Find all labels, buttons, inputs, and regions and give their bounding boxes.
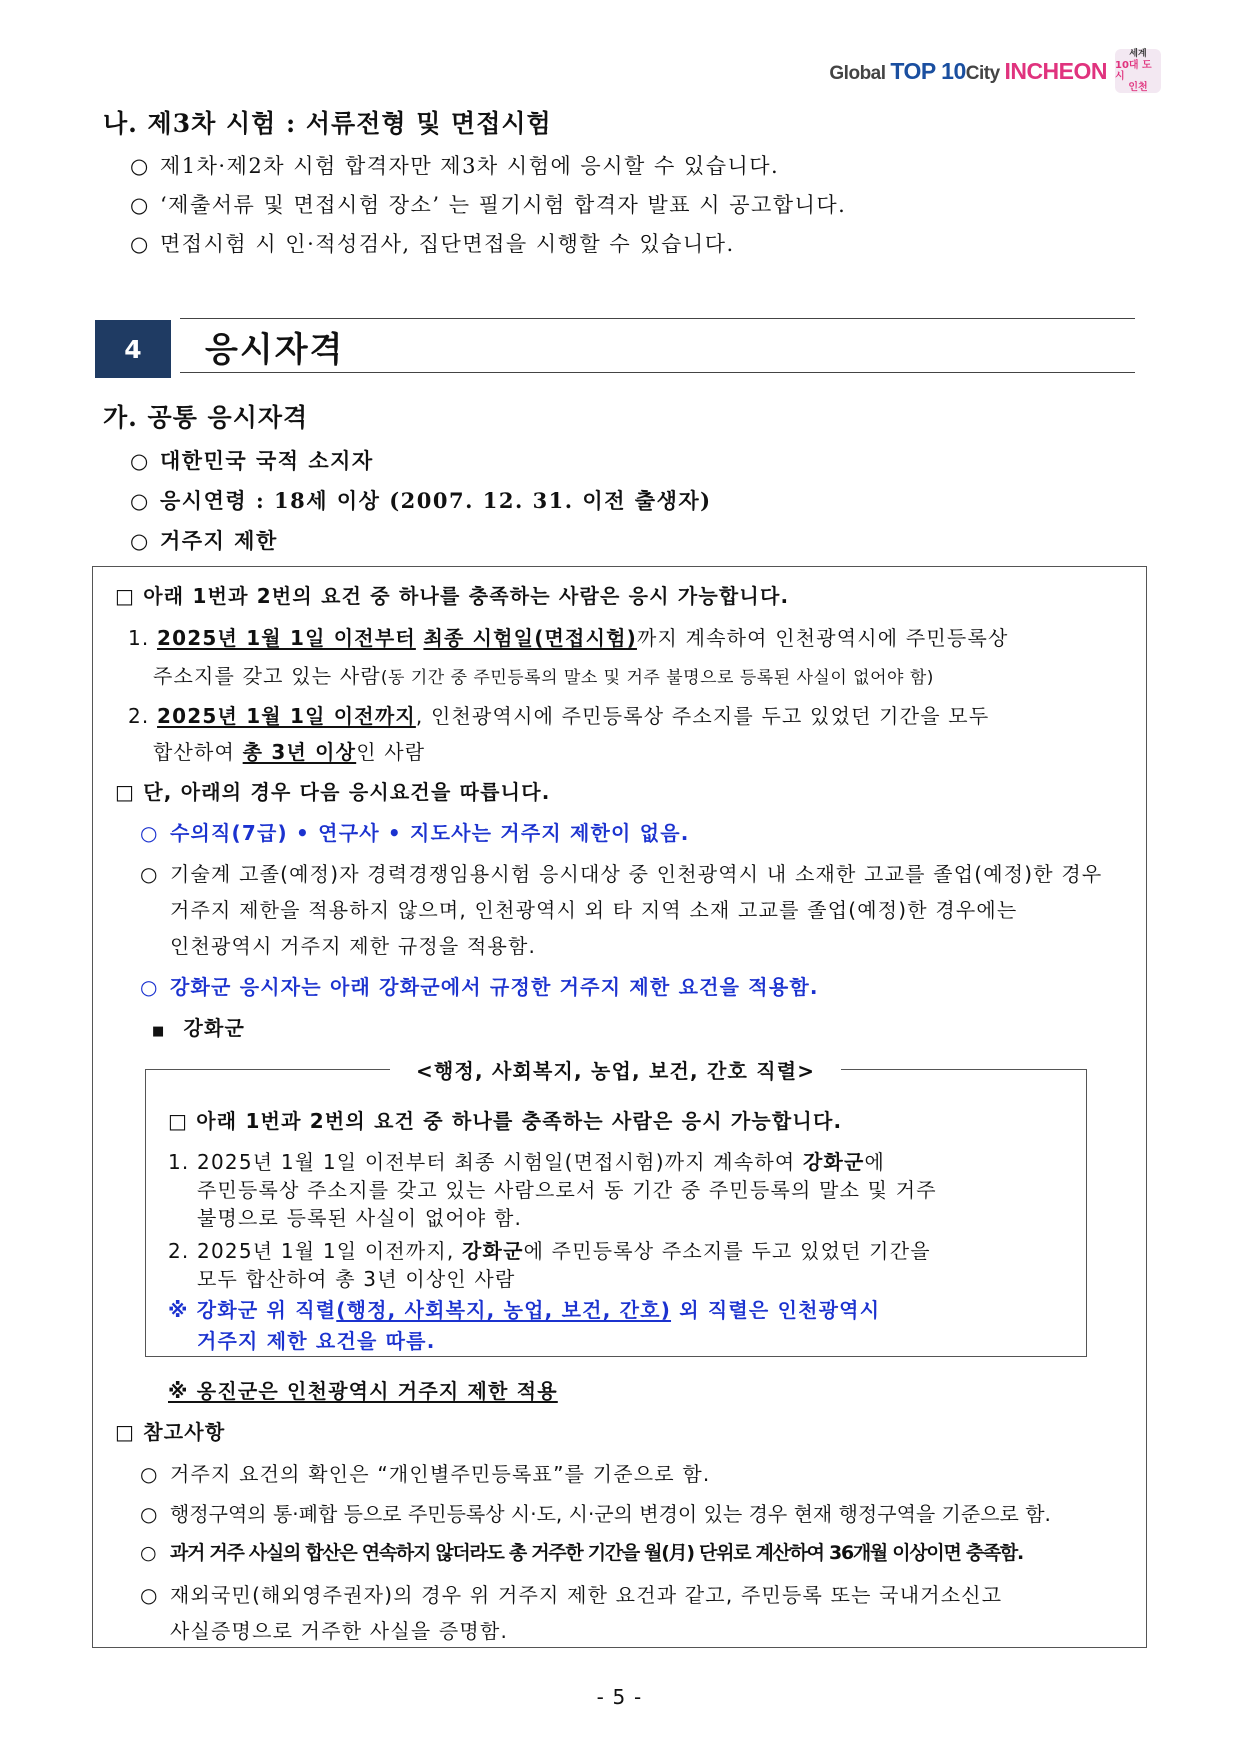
inner-note-line2: 거주지 제한 요건을 따름. (197, 1329, 436, 1353)
na-item-3-text: 면접시험 시 인·적성검사, 집단면접을 시행할 수 있습니다. (160, 232, 735, 256)
inner-item2-ganghwa: 강화군 (462, 1239, 524, 1263)
logo-global: Global (829, 62, 886, 84)
ga-item-3-text: 거주지 제한 (160, 528, 278, 553)
inner-item1-line2: 주민등록상 주소지를 갖고 있는 사람으로서 동 기간 중 주민등록의 말소 및 거주 (197, 1178, 937, 1202)
circle-bullet-icon: ○ (140, 1542, 156, 1564)
ref-item-3-text: 과거 거주 사실의 합산은 연속하지 않더라도 총 거주한 기간을 월(月) 단위로 계산하여 36개월 이상이면 충족함. (170, 1542, 1023, 1564)
inner-item2-c: 에 주민등록상 주소지를 두고 있었던 기간을 (523, 1239, 931, 1263)
section-number: 4 (95, 320, 171, 378)
inner-item1-line1 (168, 1146, 885, 1175)
rule1-item2-num: 2. (128, 704, 150, 728)
circle-bullet-icon: ○ (140, 1583, 159, 1607)
inner-item1-line3: 불명으로 등록된 사실이 없어야 함. (197, 1206, 523, 1230)
reference-title: □ 참고사항 (115, 1420, 226, 1444)
logo-top10: TOP 10 (890, 57, 966, 84)
inner-note-a: ※ 강화군 위 직렬 (168, 1298, 337, 1322)
ganghwa-label (152, 1012, 245, 1041)
logo-badge-line2: 10대 도시 (1115, 60, 1152, 82)
na-item-1-text: 제1차·제2차 시험 합격자만 제3차 시험에 응시할 수 있습니다. (160, 154, 780, 178)
circle-bullet-icon: ○ (130, 193, 150, 217)
subsection-heading-na: 나. 제3차 시험 : 서류전형 및 면접시험 (103, 109, 552, 138)
logo-badge-line3: 인천 (1128, 82, 1148, 93)
inner-item2-a: 2. 2025년 1월 1일 이전까지, (168, 1239, 455, 1263)
rule1-item1-num: 1. (128, 626, 150, 650)
logo-badge-line1: 세계 (1129, 49, 1147, 59)
na-item-2 (130, 189, 846, 219)
rule1-item2-line2 (153, 736, 425, 765)
rule1-item2-line1 (128, 700, 989, 729)
rule1-item1-line1 (128, 622, 1008, 651)
ref-item-2-text: 행정구역의 통·폐합 등으로 주민등록상 시·도, 시·군의 변경이 있는 경우 현재 행정구역을 기준으로 함. (170, 1502, 1051, 1526)
ref-item-1 (140, 1458, 710, 1487)
inner-box-title: <행정, 사회복지, 농업, 보건, 간호 직렬> (390, 1055, 841, 1084)
inner-item1-a: 1. 2025년 1월 1일 이전부터 최종 시험일(면접시험)까지 계속하여 (168, 1150, 796, 1174)
ga-item-1 (130, 445, 374, 475)
inner-note-jobs: (행정, 사회복지, 농업, 보건, 간호) (336, 1298, 672, 1322)
logo-text (829, 58, 1107, 85)
square-bullet-icon: ■ (152, 1024, 166, 1039)
ga-item-2-text: 응시연령 : 18세 이상 (2007. 12. 31. 이전 출생자) (160, 488, 712, 513)
rule2-item-1-text: 수의직(7급) • 연구사 • 지도사는 거주지 제한이 없음. (170, 821, 690, 845)
rule2-title: □ 단, 아래의 경우 다음 응시요건을 따릅니다. (115, 780, 551, 804)
ref-item-4 (140, 1579, 1002, 1608)
circle-bullet-icon: ○ (140, 821, 159, 845)
rule2-item-3 (140, 971, 819, 1000)
inner-note-c: 외 직렬은 인천광역시 (679, 1298, 881, 1322)
circle-bullet-icon: ○ (140, 1462, 159, 1486)
rule1-item2-person: 인 사람 (356, 740, 426, 764)
rule1-item1-rest: 까지 계속하여 인천광역시에 주민등록상 (636, 626, 1009, 650)
ga-item-2 (130, 485, 712, 515)
inner-item2-line1 (168, 1235, 931, 1264)
inner-rule-title: □ 아래 1번과 2번의 요건 중 하나를 충족하는 사람은 응시 가능합니다. (168, 1109, 843, 1133)
circle-bullet-icon: ○ (140, 1502, 158, 1526)
inner-item1-ganghwa: 강화군 (802, 1150, 865, 1174)
circle-bullet-icon: ○ (130, 448, 150, 473)
ongjin-note: ※ 옹진군은 인천광역시 거주지 제한 적용 (168, 1379, 558, 1403)
rule1-item1-address: 주소지를 갖고 있는 사람 (153, 664, 381, 688)
circle-bullet-icon: ○ (130, 528, 150, 553)
section-rule-bottom (180, 372, 1135, 373)
circle-bullet-icon: ○ (130, 488, 150, 513)
ref-item-3 (140, 1538, 1023, 1565)
inner-item1-c: 에 (864, 1150, 886, 1174)
circle-bullet-icon: ○ (140, 862, 159, 886)
inner-item2-line2: 모두 합산하여 총 3년 이상인 사람 (197, 1267, 516, 1291)
circle-bullet-icon: ○ (140, 975, 159, 999)
subsection-heading-ga: 가. 공통 응시자격 (103, 403, 309, 432)
rule1-item1-line2 (153, 660, 934, 689)
ref-item-4-text: 재외국민(해외영주권자)의 경우 위 거주지 제한 요건과 같고, 주민등록 또는 국내거소신고 (170, 1583, 1003, 1607)
rule1-item1-note: (동 기간 중 주민등록의 말소 및 거주 불명으로 등록된 사실이 없어야 함) (380, 668, 934, 688)
na-item-2-text: ‘제출서류 및 면접시험 장소’ 는 필기시험 합격자 발표 시 공고합니다. (160, 193, 847, 217)
rule2-item-2-cont2: 인천광역시 거주지 제한 규정을 적용함. (170, 934, 537, 958)
page-number: - 5 - (596, 1685, 643, 1709)
rule1-item1-final-exam: 최종 시험일(면접시험) (423, 626, 637, 650)
logo-badge (1115, 49, 1161, 93)
rule2-item-3-text: 강화군 응시자는 아래 강화군에서 규정한 거주지 제한 요건을 적용함. (170, 975, 819, 999)
rule1-item1-date: 2025년 1월 1일 이전부터 (157, 626, 416, 650)
rule1-item2-three-years: 총 3년 이상 (242, 740, 357, 764)
rule2-item-2-cont1: 거주지 제한을 적용하지 않으며, 인천광역시 외 타 지역 소재 고교를 졸업(예정)한 경우에는 (170, 898, 1018, 922)
section-rule-top (180, 318, 1135, 319)
rule2-item-1 (140, 817, 690, 846)
logo-city: City (965, 62, 1000, 84)
rule1-item2-rest: , 인천광역시에 주민등록상 주소지를 두고 있었던 기간을 모두 (415, 704, 990, 728)
ref-item-2 (140, 1498, 1051, 1527)
na-item-1 (130, 150, 779, 180)
incheon-logo (829, 46, 1161, 96)
rule1-title: □ 아래 1번과 2번의 요건 중 하나를 충족하는 사람은 응시 가능합니다. (115, 584, 790, 608)
ref-item-4-cont: 사실증명으로 거주한 사실을 증명함. (170, 1619, 509, 1643)
rule1-item2-sum: 합산하여 (153, 740, 236, 764)
rule1-item2-date: 2025년 1월 1일 이전까지 (157, 704, 416, 728)
circle-bullet-icon: ○ (130, 154, 150, 178)
logo-incheon: INCHEON (1004, 57, 1107, 84)
na-item-3 (130, 228, 735, 258)
ref-item-1-text: 거주지 요건의 확인은 “개인별주민등록표”를 기준으로 함. (170, 1462, 711, 1486)
ganghwa-label-text: 강화군 (183, 1016, 246, 1040)
circle-bullet-icon: ○ (130, 232, 150, 256)
ga-item-1-text: 대한민국 국적 소지자 (160, 448, 374, 473)
ga-item-3 (130, 525, 278, 555)
rule2-item-2 (140, 858, 1102, 887)
inner-note-line1 (168, 1294, 880, 1323)
section-title: 응시자격 (205, 330, 345, 370)
rule2-item-2-text: 기술계 고졸(예정)자 경력경쟁임용시험 응시대상 중 인천광역시 내 소재한 고교를 졸업(예정)한 경우 (170, 862, 1103, 886)
